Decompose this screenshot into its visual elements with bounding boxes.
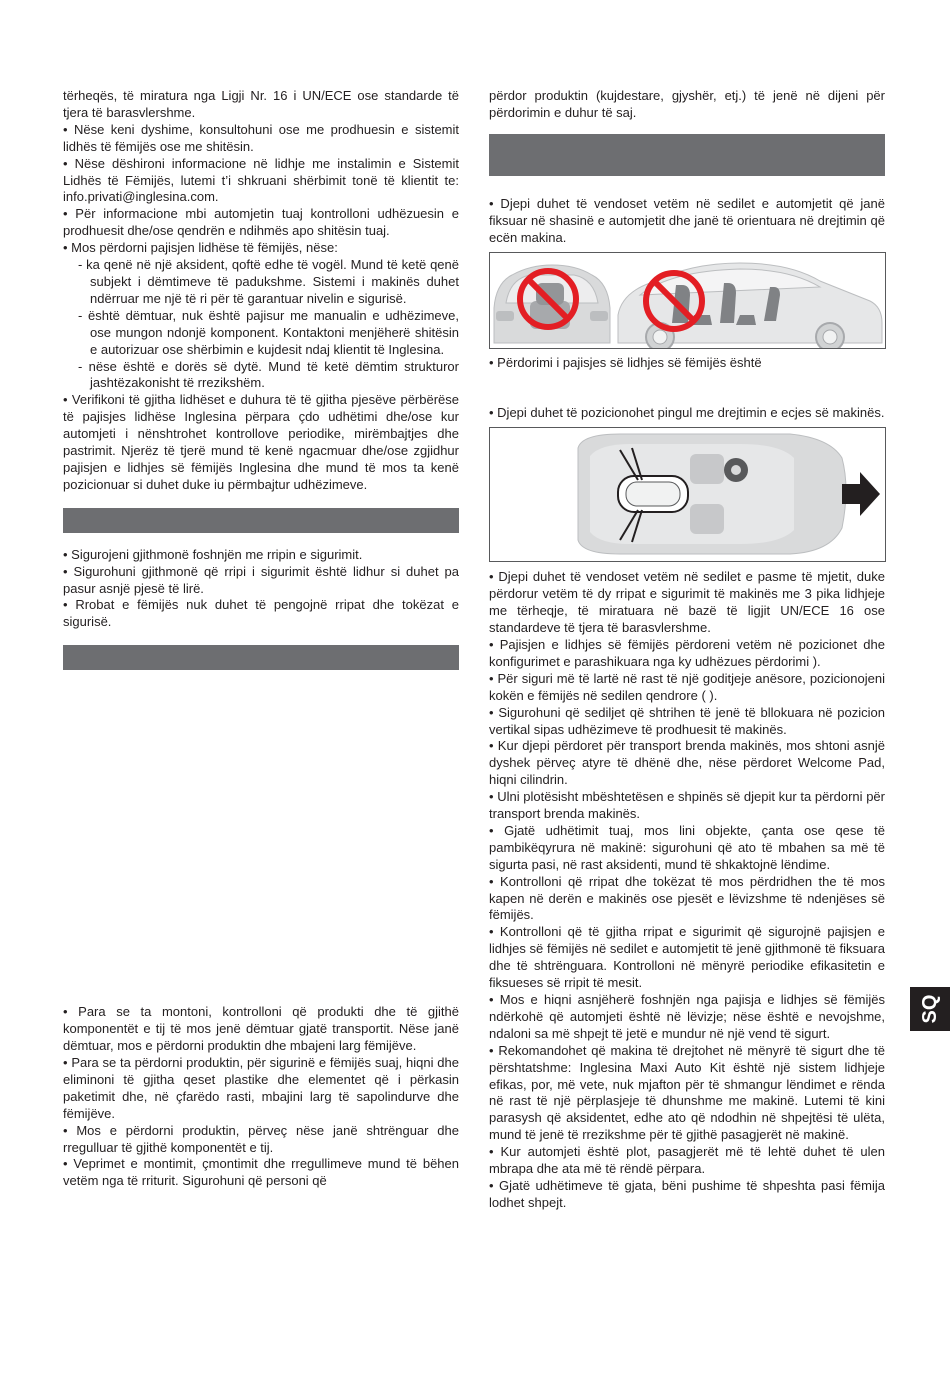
bullet: • Gjatë udhëtimit tuaj, mos lini objekte, çanta ose qese të pambikëqyrura në makinë: sigurohuni që ato të mbahen sa më të sigurta pasi, në rast aksidenti, mund të shkaktojnë lëndime. (489, 822, 885, 872)
direction-illustration (489, 427, 886, 562)
sub-bullet: - nëse është e dorës së dytë. Mund të ketë dëmtim strukturor jashtëzakonisht të rrezikshëm. (78, 358, 459, 391)
bullet: • Nëse dëshironi informacione në lidhje me instalimin e Sistemit Lidhës të Fëmijës, lutemi t’i shkruani shërbimit tonë të klientit te: info.privati@inglesina.com. (63, 155, 459, 205)
blank-area (63, 684, 459, 1004)
bullet: • Djepi duhet të pozicionohet pingul me drejtimin e ecjes së makinës. (489, 405, 885, 421)
bullet: • Për informacione mbi automjetin tuaj kontrolloni udhëzuesin e prodhuesit dhe/ose qendrën e ndihmës apo shitësin tuaj. (63, 206, 459, 239)
bullet: • Kur automjeti është plot, pasagjerët më të lehtë duhet të ulen mbrapa dhe ata më të rëndë përpara. (489, 1144, 885, 1177)
section-header-bar (63, 645, 459, 670)
bullet: • Verifikoni të gjitha lidhëset e duhura të të gjitha pjesëve përbërëse të pajisjes lidhëse Inglesina përpara çdo udhëtimi dhe/ose kur automjeti i nënshtrohet kontrollove periodike, mirëmbajtjes dhe pastrimit. Njerëz të tjerë mund të kenë ngacmuar dhe/ose zgjidhur pajisjen e lidhjes së fëmijës Inglesina dhe mund të mos ta kenë pozicionuar si duhet duke iu përmbajtur udhëzimeve. (63, 392, 459, 492)
bullet: • Gjatë udhëtimeve të gjata, bëni pushime të shpeshta pasi fëmija lodhet shpejt. (489, 1177, 885, 1210)
bullet: • Sigurohuni që sediljet që shtrihen të jenë të bllokuara në pozicion vertikal sipas udhëzimeve të prodhuesit të makinës. (489, 704, 885, 737)
bullet: • Sigurohuni gjithmonë që rripi i sigurimit është lidhur si duhet pa pasur asnjë pjesë të lirë. (63, 563, 459, 596)
section-header-bar (63, 508, 459, 533)
language-code: SQ (918, 994, 941, 1024)
bullet: • Ulni plotësisht mbështetësen e shpinës së djepit kur ta përdorni për transport brenda makinës. (489, 789, 885, 822)
bullet: • Përdorimi i pajisjes së lidhjes së fëmijës është (489, 354, 762, 370)
bullet: • Sigurojeni gjithmonë foshnjën me rripin e sigurimit. (63, 546, 363, 562)
bullet: • Mos e hiqni asnjëherë foshnjën nga pajisja e lidhjes së fëmijës ndërkohë që automjeti është në lëvizje; nëse është e nevojshme, ndaloni sa më shpejt të jetë e mundur në një vend të sigurt. (489, 992, 885, 1041)
bullet: • Për siguri më të lartë në rast të një goditjeje anësore, pozicionojeni kokën e fëmijës në sedilen qendrore ( ). (489, 670, 885, 703)
bullet: • Veprimet e montimit, çmontimit dhe rregullimeve mund të bëhen vetëm nga të rriturit. Sigurohuni që personi që (63, 1156, 459, 1189)
bullet: • Rekomandohet që makina të drejtohet në mënyrë të sigurt dhe të përshtatshme: Inglesina Maxi Auto Kit është një sistem lidhjeje efikas, por, më vete, nuk mjafton për të shmangur lëndimet e rënda në rast të një përplasjeje të dhunshme me makinë. Lutemi të kini parasysh që aksidentet, edhe ato që ndodhin në shpejtësi të ulëta, mund të jenë të rrezikshme për të gjithë pasagjerët në makinë. (489, 1042, 885, 1143)
language-tab (910, 987, 950, 1031)
sub-bullet: - është dëmtuar, nuk është pajisur me manualin e udhëzimeve, ose mungon ndonjë komponent. Kontaktoni menjëherë shitësin e autorizuar ose shërbimin e kujdesit ndaj klientit të Inglesina. (78, 307, 459, 357)
bullet: • Kur djepi përdoret për transport brenda makinës, mos shtoni asnjë dyshek përveç atyre të dhënë dhe, nëse përdoret Welcome Pad, hiqni cilindrin. (489, 738, 885, 788)
bullet: • Para se ta montoni, kontrolloni që produkti dhe të gjithë komponentët e tij të mos jenë dëmtuar gjatë transportit. Nëse janë dëmtuar, mos e përdorni produktin dhe mbajeni larg fëmijëve. (63, 1004, 459, 1054)
section-header-bar (489, 134, 885, 176)
bullet: • Kontrolloni që të gjitha rripat e sigurimit që sigurojnë pajisjen e lidhjes së fëmijës në sedilet e automjetit të jenë gjithmonë të fiksuara dhe të shtrënguara. Kontrolloni në mënyrë periodike efikasitetin e fiksueses së rripit të mesit. (489, 924, 885, 991)
car-topview-drawing (490, 428, 885, 561)
left-column (63, 88, 459, 1190)
arrow-right-icon (842, 472, 880, 516)
right-column (489, 88, 885, 1212)
bullet: • Djepi duhet të vendoset vetëm në sedilet e automjetit që janë fiksuar në shasinë e automjetit dhe janë të orientuara në drejtimin që ecën makina. (489, 195, 885, 245)
bullet: • Pajisjen e lidhjes së fëmijës përdoreni vetëm në pozicionet dhe konfigurimet e parashikuara nga ky udhëzues përdorimi ). (489, 636, 885, 669)
sub-bullet: - ka qenë në një aksident, qoftë edhe të vogël. Mund të ketë qenë subjekt i dëmtimeve të padukshme. Sistemi i makinës duhet ndërruar me një të ri për të garantuar nivelin e sigurisë. (78, 257, 459, 306)
car-seats-drawing (490, 253, 885, 348)
bullet: • Nëse keni dyshime, konsultohuni ose me prodhuesin e sistemit lidhës të fëmijës ose me shitësin. (63, 121, 459, 154)
paragraph: tërheqës, të miratura nga Ligji Nr. 16 i UN/ECE ose standarde të tjera të barasvlershme. (63, 88, 459, 120)
bullet: • Para se ta përdorni produktin, për sigurinë e fëmijës suaj, hiqni dhe eliminoni të gjitha qeset plastike dhe elementet që i përkasin paketimit dhe, në çfarëdo rasti, mbajini larg të sapolindurve dhe fëmijëve. (63, 1055, 459, 1121)
paragraph: përdor produktin (kujdestare, gjyshër, etj.) të jenë në dijeni për përdorimin e duhur të saj. (489, 88, 885, 120)
bullet: • Djepi duhet të vendoset vetëm në sedilet e pasme të mjetit, duke përdorur vetëm të dy rripat e sigurimit të makinës me 3 pika lidhjeje me tërheqje, të miratuara në bazë të ligjit UN/ECE 16 ose standardeve të tjera të barasvlershme. (489, 569, 885, 636)
bullet: • Kontrolloni që rripat dhe tokëzat të mos përdridhen the të mos kapen në derën e makinës ose pjesët e lëvizshme të ndenjëses së fëmijës. (489, 873, 885, 923)
bullet: • Mos përdorni pajisjen lidhëse të fëmijës, nëse: (63, 240, 338, 256)
bullet: • Mos e përdorni produktin, përveç nëse janë shtrënguar dhe rregulluar të gjithë komponentët e tij. (63, 1122, 459, 1155)
bullet: • Rrobat e fëmijës nuk duhet të pengojnë rripat dhe tokëzat e sigurisë. (63, 597, 459, 630)
seat-orientation-illustration (489, 252, 886, 349)
